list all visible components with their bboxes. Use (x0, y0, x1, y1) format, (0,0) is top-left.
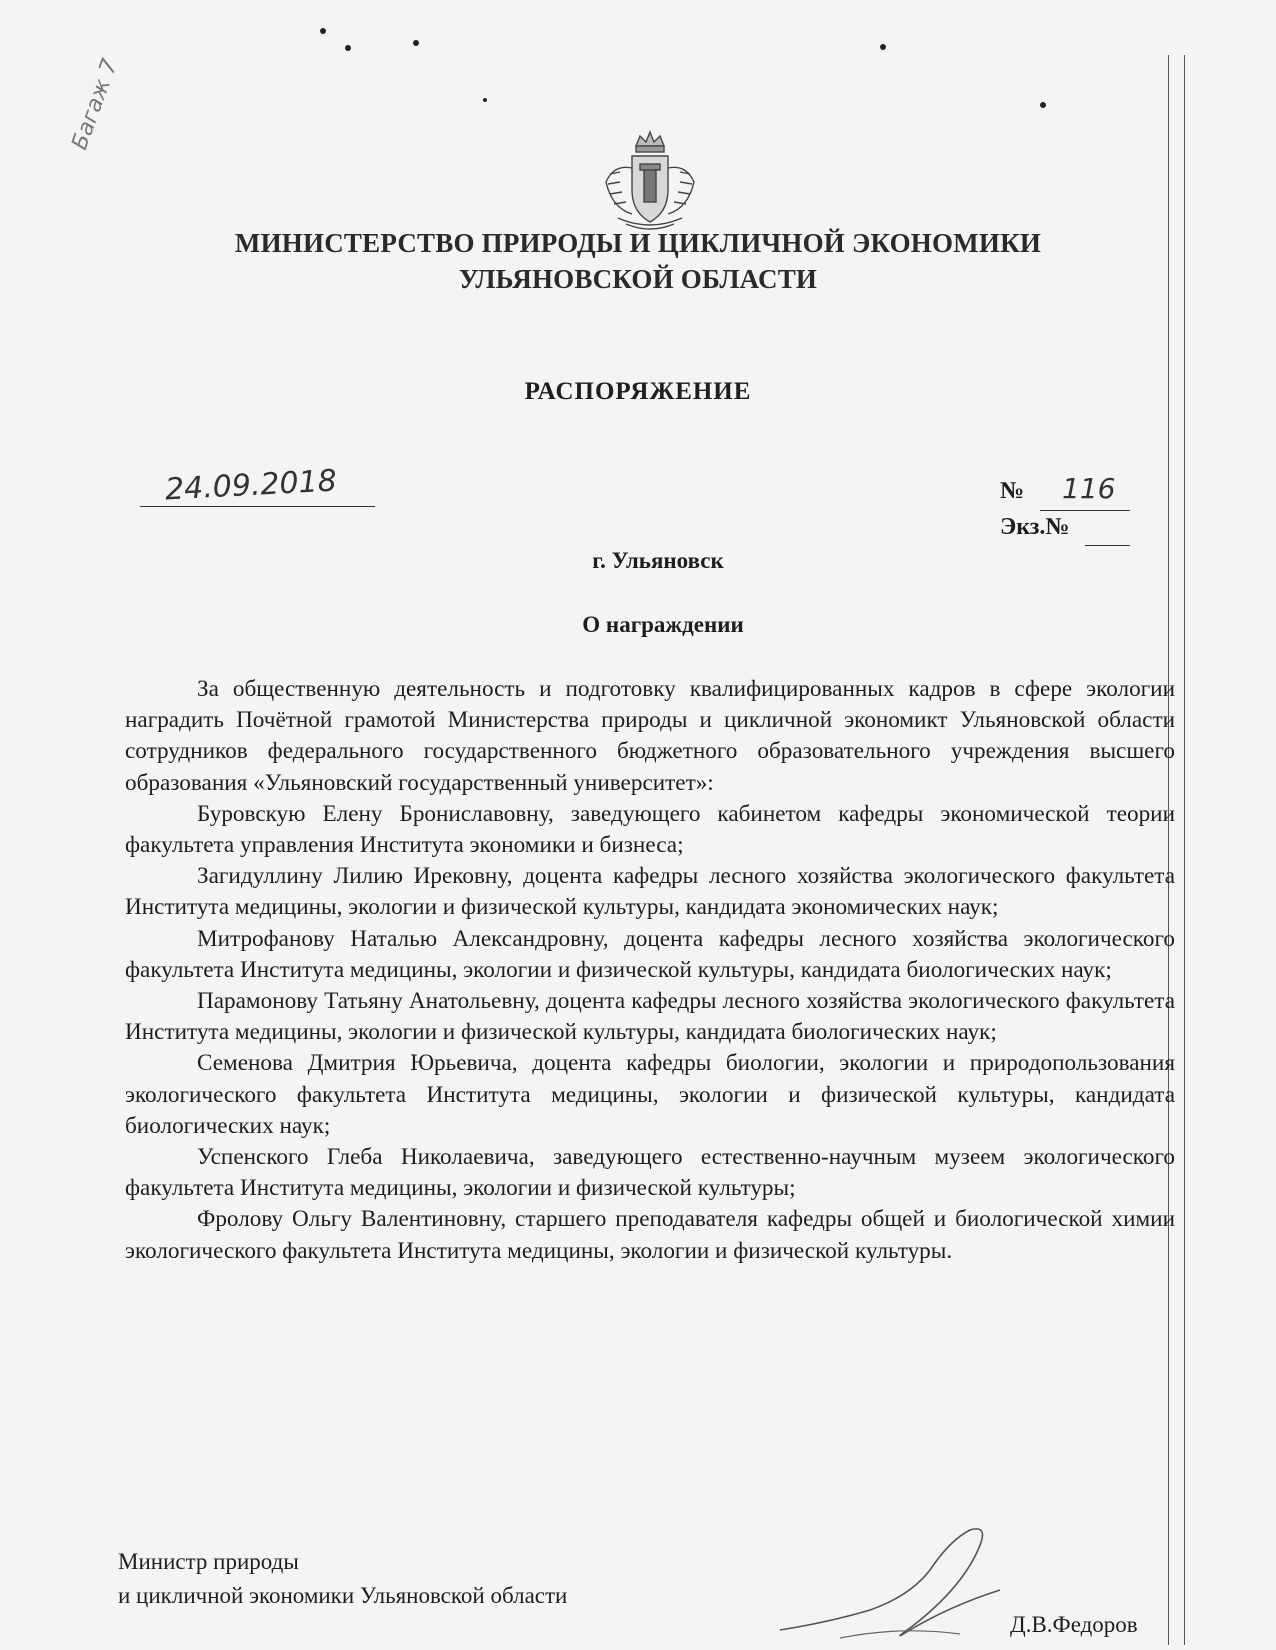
scan-speck (320, 28, 326, 34)
scan-speck (1040, 102, 1046, 108)
copy-number-label: Экз.№ (1000, 514, 1070, 540)
body-paragraph: Парамонову Татьяну Анатольевну, доцента кафедры лесного хозяйства экологического факультета Института медицины, экологии и физической культуры, кандидата биологических наук; (125, 988, 1175, 1046)
document-date: 24.09.2018 (164, 463, 338, 508)
document-subject: О награждении (582, 612, 744, 637)
coat-of-arms-emblem (596, 128, 704, 236)
signer-position-line-1: Министр природы (118, 1549, 299, 1574)
margin-handwritten-note: Багаж 7 (67, 55, 124, 154)
number-field-line (1040, 510, 1130, 511)
signer-position (118, 1545, 567, 1613)
document-type: РАСПОРЯЖЕНИЕ (524, 378, 752, 405)
ministry-name-line-1: МИНИСТЕРСТВО ПРИРОДЫ И ЦИКЛИЧНОЙ ЭКОНОМИКИ (234, 228, 1042, 258)
body-paragraph: Успенского Глеба Николаевича, заведующего естественно-научным музеем экологического факультета Института медицины, экологии и физической культуры; (125, 1144, 1175, 1202)
body-paragraph: За общественную деятельность и подготовку квалифицированных кадров в сфере экологии наградить Почётной грамотой Министерства природы и цикличной экономикт Ульяновской области сотрудников федерального государственного бюджетного образовательного учреждения высшего образования «Ульяновский государственный университет»: (125, 676, 1175, 796)
body-paragraph: Буровскую Елену Брониславовну, заведующего кабинетом кафедры экономической теории факультета управления Института экономики и бизнеса; (125, 800, 1175, 859)
number-label: № (1000, 478, 1025, 504)
scan-speck (880, 44, 886, 50)
scan-speck (483, 98, 487, 102)
document-number-block (1000, 478, 1070, 550)
body-paragraph: Фролову Ольгу Валентиновну, старшего преподавателя кафедры общей и биологической химии экологического факультета Института медицины, экологии и физической культуры. (125, 1206, 1175, 1264)
signer-name: Д.В.Федоров (1010, 1612, 1138, 1637)
document-body (125, 674, 1175, 1267)
copy-field-line (1085, 545, 1130, 546)
ministry-name-line-2: УЛЬЯНОВСКОЙ ОБЛАСТИ (458, 264, 818, 294)
body-paragraph: Митрофанову Наталью Александровну, доцента кафедры лесного хозяйства экологического факультета Института медицины, экологии и физической культуры, кандидата биологических наук; (125, 925, 1175, 983)
body-paragraph: Семенова Дмитрия Юрьевича, доцента кафедры биологии, экологии и природопользования экологического факультета Института медицины, экологии и физической культуры, кандидата биологических наук; (125, 1050, 1175, 1139)
city: г. Ульяновск (592, 548, 724, 573)
scan-speck (345, 45, 351, 51)
signer-position-line-2: и цикличной экономики Ульяновской области (118, 1583, 568, 1608)
body-paragraph: Загидуллину Лилию Ирековну, доцента кафедры лесного хозяйства экологического факультета Института медицины, экологии и физической культуры, кандидата экономических наук; (125, 863, 1175, 921)
scan-speck (413, 40, 419, 46)
document-number: 116 (1062, 472, 1116, 505)
